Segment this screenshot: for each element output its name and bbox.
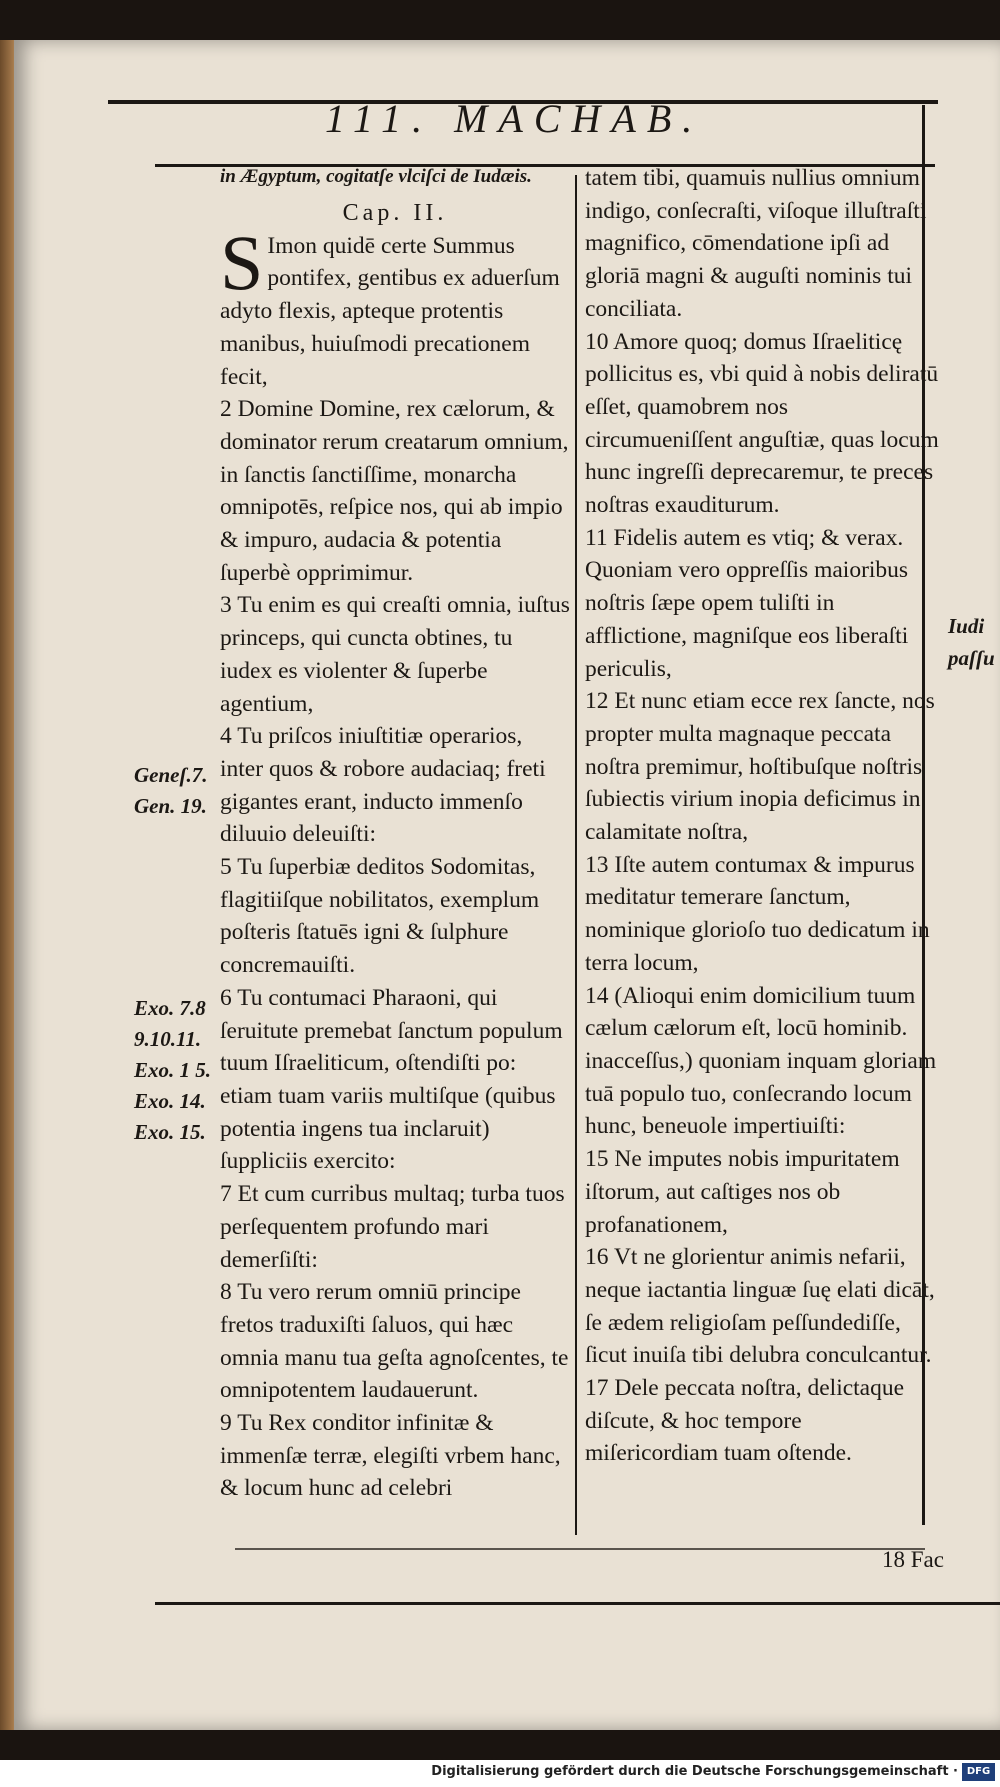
margin-ref: Geneſ.7.	[134, 763, 208, 787]
margin-ref: Exo. 7.8	[134, 996, 206, 1020]
verse: tatem tibi, quamuis nullius omnium indigo, conſecraſti, viſoque illuſtraſti magnifico, cōmendatione ipſi ad gloriā magni & auguſti nominis tui conciliata.	[585, 165, 927, 322]
verse-text: Imon quidē certe Summus pontifex, gentibus ex aduerſum adyto flexis, apteque protentis manibus, huiuſmodi precationem fecit,	[220, 232, 560, 390]
verse: 2 Domine Domine, rex cælorum, & dominator rerum creatarum omnium, in ſanctis ſanctiſſime, monarcha omnipotēs, reſpice nos, qui ab impio & impuro, audacia & potentia ſuperbè opprimimur.	[220, 396, 569, 586]
right-column	[585, 162, 940, 1470]
digitization-footer	[0, 1760, 1000, 1787]
verse: 17 Dele peccata noſtra, delictaque diſcute, & hoc tempore miſericordiam tuam oſtende.	[585, 1375, 905, 1467]
verse: 10 Amore quoq; domus Iſraeliticę pollicitus es, vbi quid à nobis deliratū eſſet, quamobrem nos circumueniſſent anguſtiæ, quas locum hunc ingreſſi deprecaremur, te preces noſtras exauditurum.	[585, 328, 939, 519]
verse: 3 Tu enim es qui creaſti omnia, iuſtus princeps, qui cuncta obtines, tu iudex es violenter & ſuperbe agentium,	[220, 592, 570, 717]
verse: 12 Et nunc etiam ecce rex ſancte, nos propter multa magnaque peccata noſtra premimur, hoſtibuſque noſtris ſubiectis virium inopia deficimus in calamitate noſtra,	[585, 688, 935, 846]
verse: 9 Tu Rex conditor infinitæ & immenſæ terræ, elegiſti vrbem hanc, & locum hunc ad celebri	[220, 1410, 561, 1502]
verse: 13 Iſte autem contumax & impurus meditatur temerare ſanctum, nominique glorioſo tuo dedicatum in terra locum,	[585, 851, 930, 976]
running-head: 111. MACHAB.	[325, 96, 704, 141]
drop-cap: S	[220, 218, 264, 306]
left-column	[220, 162, 570, 1505]
verse	[220, 218, 570, 394]
margin-ref: Exo. 1 5.	[134, 1058, 212, 1082]
margin-ref: Exo. 14.	[134, 1089, 206, 1113]
verse: 15 Ne imputes nobis impuritatem iſtorum, aut caſtiges nos ob profanationem,	[585, 1146, 900, 1238]
column-divider	[575, 175, 577, 1535]
verse: 11 Fidelis autem es vtiq; & verax. Quoniam vero oppreſſis maioribus noſtris ſæpe opem tuliſti in afflictione, magniſque eos liberaſti periculis,	[585, 524, 909, 682]
dfg-logo-icon: DFG	[962, 1763, 995, 1781]
chapter-title: Cap. II.	[342, 200, 448, 226]
right-margin-note	[948, 610, 1000, 674]
margin-ref: Gen. 19.	[134, 794, 207, 818]
footer-credit: Digitalisierung gefördert durch die Deutsche Forschungsgemeinschaft ·	[431, 1764, 958, 1779]
lower-rule	[235, 1548, 925, 1550]
verse: 14 (Alioqui enim domicilium tuum cælum cælorum eſt, locū hominib. inacceſſus,) quoniam inquam gloriam tuā populo tuo, conſecrando locum hunc, beneuole impertiuiſti:	[585, 982, 937, 1140]
bottom-rule	[155, 1602, 1000, 1605]
verse: 7 Et cum curribus multaq; turba tuos perſequentem profundo mari demerſiſti:	[220, 1181, 565, 1273]
chapter-note: in Ægyptum, cogitatſe vlciſci de Iudæis.	[220, 166, 532, 187]
verse: 4 Tu priſcos iniuſtitiæ operarios, inter quos & robore audaciaq; freti gigantes erant, inducto immenſo diluuio deleuiſti:	[220, 723, 546, 848]
margin-ref: 9.10.11.	[134, 1027, 202, 1051]
verse: 8 Tu vero rerum omniū principe fretos traduxiſti ſaluos, qui hæc omnia manu tua geſta agnoſcentes, te omnipotentem laudauerunt.	[220, 1279, 569, 1404]
catchword: 18 Fac	[882, 1547, 944, 1572]
verse: 6 Tu contumaci Pharaoni, qui ſeruitute premebat ſanctum populum tuum Iſraeliticum, oſtendiſti po: etiam tuam variis multiſque (quibus potentia ingens tua inclaruit) ſuppliciis exercito:	[220, 984, 563, 1175]
margin-ref: Iudi	[948, 614, 985, 638]
verse: 5 Tu ſuperbiæ deditos Sodomitas, flagitiiſque nobilitatos, exemplum poſteris ſtatuēs igni & ſulphure concremauiſti.	[220, 854, 540, 979]
margin-ref: paſſu	[948, 646, 995, 670]
verse: 16 Vt ne glorientur animis nefarii, neque iactantia linguæ ſuę elati dicāt, ſe ædem religioſam peſſundediſſe, ſicut inuiſa tibi delubra conculcantur.	[585, 1244, 935, 1369]
margin-ref: Exo. 15.	[134, 1120, 206, 1144]
